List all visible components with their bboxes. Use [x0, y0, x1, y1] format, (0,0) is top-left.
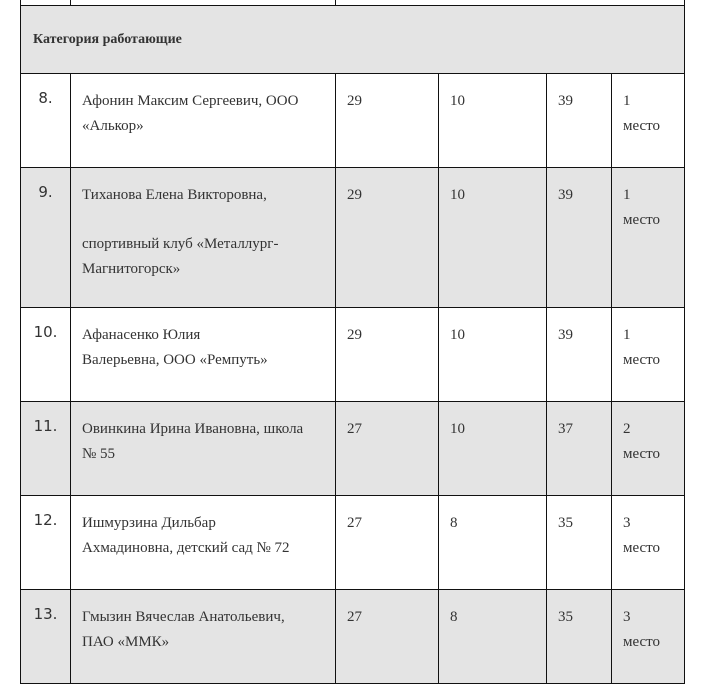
- category-row: [21, 6, 685, 74]
- participant-line: Афанасенко Юлия: [82, 327, 201, 343]
- row-number: 11.: [21, 402, 71, 496]
- total-score: 39: [547, 74, 612, 168]
- place-word: место: [623, 211, 661, 228]
- place-number: 3: [623, 609, 631, 625]
- score-1: 29: [336, 74, 439, 168]
- participant-line: спортивный клуб «Металлург-: [82, 236, 279, 252]
- participant-cell: [71, 402, 336, 496]
- category-heading: Категория работающие: [21, 6, 685, 74]
- participant-line: Гмызин Вячеслав Анатольевич,: [82, 609, 285, 625]
- total-score: 35: [547, 496, 612, 590]
- table-row: [21, 496, 685, 590]
- results-table: [20, 0, 685, 684]
- score-1: 27: [336, 590, 439, 684]
- score-2: 8: [439, 590, 547, 684]
- row-number: 8.: [21, 74, 71, 168]
- participant-blank-line: [82, 208, 327, 233]
- total-score: 37: [547, 402, 612, 496]
- row-number: 10.: [21, 308, 71, 402]
- place-number: 1: [623, 93, 631, 109]
- table-row: [21, 168, 685, 308]
- participant-line: «Алькор»: [82, 117, 144, 134]
- participant-line: Афонин Максим Сергеевич, ООО: [82, 93, 299, 109]
- participant-cell: [71, 74, 336, 168]
- place-cell: [612, 402, 685, 496]
- table-row: [21, 74, 685, 168]
- table-row: [21, 308, 685, 402]
- participant-cell: [71, 168, 336, 308]
- place-word: место: [623, 445, 661, 462]
- place-cell: [612, 168, 685, 308]
- total-score: 35: [547, 590, 612, 684]
- place-cell: [612, 496, 685, 590]
- total-score: 39: [547, 308, 612, 402]
- score-1: 29: [336, 168, 439, 308]
- participant-line: Тиханова Елена Викторовна,: [82, 187, 267, 203]
- participant-cell: [71, 496, 336, 590]
- score-2: 10: [439, 402, 547, 496]
- place-word: место: [623, 539, 661, 556]
- participant-cell: [71, 590, 336, 684]
- participant-line: ПАО «ММК»: [82, 633, 170, 650]
- place-cell: [612, 590, 685, 684]
- row-number: 9.: [21, 168, 71, 308]
- table-row: [21, 590, 685, 684]
- participant-line: № 55: [82, 445, 116, 462]
- place-number: 2: [623, 421, 631, 437]
- place-number: 1: [623, 327, 631, 343]
- score-1: 29: [336, 308, 439, 402]
- score-1: 27: [336, 496, 439, 590]
- score-2: 8: [439, 496, 547, 590]
- place-cell: [612, 74, 685, 168]
- participant-line: Ахмадиновна, детский сад № 72: [82, 539, 290, 556]
- row-number: 12.: [21, 496, 71, 590]
- place-word: место: [623, 351, 661, 368]
- row-number: 13.: [21, 590, 71, 684]
- place-number: 1: [623, 187, 631, 203]
- score-2: 10: [439, 168, 547, 308]
- participant-line: Валерьевна, ООО «Ремпуть»: [82, 351, 268, 368]
- place-cell: [612, 308, 685, 402]
- table-row: [21, 402, 685, 496]
- participant-cell: [71, 308, 336, 402]
- participant-line: Магнитогорск»: [82, 260, 181, 277]
- place-word: место: [623, 633, 661, 650]
- participant-line: Ишмурзина Дильбар: [82, 515, 216, 531]
- participant-line: Овинкина Ирина Ивановна, школа: [82, 421, 304, 437]
- place-word: место: [623, 117, 661, 134]
- total-score: 39: [547, 168, 612, 308]
- score-2: 10: [439, 308, 547, 402]
- score-2: 10: [439, 74, 547, 168]
- score-1: 27: [336, 402, 439, 496]
- place-number: 3: [623, 515, 631, 531]
